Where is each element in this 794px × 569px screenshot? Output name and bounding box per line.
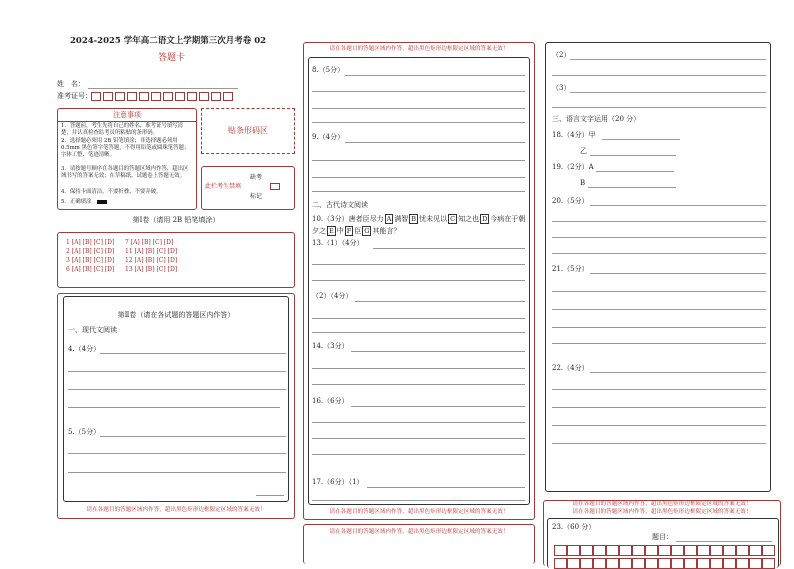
q13-answer-line[interactable]	[312, 318, 525, 319]
mark-label: 标记	[250, 193, 263, 200]
q8-answer-line[interactable]	[312, 122, 525, 123]
q23-label: 23.（60 分）	[552, 523, 596, 531]
answer-line[interactable]	[552, 107, 766, 108]
name-field[interactable]	[88, 88, 238, 89]
choice-1[interactable]: 1 [A] [B] [C] [D]	[66, 239, 115, 246]
absent-label: 此栏考生禁填	[205, 183, 242, 190]
q16-answer-line[interactable]	[312, 438, 525, 439]
q10-text: 满智	[394, 215, 409, 223]
choice-7[interactable]: 7 [A] [B] [C] [D]	[125, 239, 174, 246]
q16-label: 16.（6分）	[312, 397, 349, 405]
id-label: 准考证号：	[57, 92, 92, 100]
q21-answer-line[interactable]	[552, 309, 766, 310]
correct-fill-label: 5．正确填涂	[61, 199, 92, 205]
notice-item-3: 3．请按题号顺序在各题目的答题区域内作答，超出区域书写的答案无效；在草稿纸、试题卷上答题无效。	[61, 166, 189, 179]
q9-answer-line[interactable]	[312, 160, 525, 161]
q10-box-e[interactable]: E	[329, 227, 334, 235]
col2-inner	[308, 57, 530, 505]
col3-bottom-box	[543, 500, 781, 566]
page-subtitle: 答题卡	[158, 53, 186, 63]
q21-answer-line[interactable]	[552, 327, 766, 328]
q22-answer-line[interactable]	[590, 372, 766, 373]
q10-line-2	[312, 226, 400, 236]
q23-title-line[interactable]	[676, 541, 772, 542]
part2-box	[57, 293, 295, 519]
q18-label: 18.（4分）甲	[552, 131, 596, 139]
q5-answer-line[interactable]	[68, 453, 286, 454]
q19-b-label: B	[580, 179, 586, 187]
q10-text: 其能言？	[372, 227, 401, 235]
q5-answer-line[interactable]	[68, 472, 286, 473]
q22-answer-line[interactable]	[552, 407, 766, 408]
page-title: 2024-2025 学年高二语文上学期第三次月考卷 02	[70, 36, 267, 46]
section-3-heading: 三、语言文字运用（20 分）	[552, 115, 641, 123]
col2-bottom-box	[303, 524, 535, 564]
q10-text: 中	[336, 227, 344, 235]
choice-6[interactable]: 6 [A] [B] [C] [D]	[66, 266, 115, 273]
part2-inner	[63, 296, 289, 502]
warning-text: 请在各题目的答题区域内作答，超出黑色矩形边框限定区域的答案无效！	[329, 529, 509, 535]
q10-text: 知之也	[458, 215, 480, 223]
warning-text: 请在各题目的答题区域内作答，超出黑色矩形边框限定区域的答案无效！	[86, 507, 266, 513]
q21-answer-line[interactable]	[552, 291, 766, 292]
choice-2[interactable]: 2 [A] [B] [C] [D]	[66, 248, 115, 255]
q4-label: 4.（4分）	[68, 345, 101, 353]
q23-title-label: 题目：	[652, 533, 673, 541]
barcode-label: 贴条形码区	[228, 126, 268, 135]
q13-answer-line[interactable]	[373, 248, 525, 249]
q10-box-g[interactable]: G	[364, 227, 370, 235]
item-2-label: （2）	[552, 51, 571, 59]
absent-mark-text: 缺考	[250, 174, 263, 181]
q10-box-a[interactable]: A	[386, 215, 392, 223]
q10-text: 忧未见以	[419, 215, 448, 223]
choice-13[interactable]: 13 [A] [B] [C] [D]	[125, 266, 178, 273]
q20-answer-line[interactable]	[590, 205, 766, 206]
q8-label: 8.（5分）	[312, 66, 345, 74]
notice-box	[57, 108, 197, 210]
q13-1-label: 13.（1）（4分）	[312, 239, 364, 247]
q19-answer-line[interactable]	[596, 171, 674, 172]
part2-title: 第Ⅱ卷（请在各试题的答题区内作答）	[117, 311, 235, 319]
section-1-heading: 一、现代文阅读	[68, 326, 117, 334]
q23-box	[547, 518, 779, 568]
q10-box-b[interactable]: B	[411, 215, 417, 223]
q4-answer-line[interactable]	[68, 389, 286, 390]
q13-answer-line[interactable]	[355, 301, 525, 302]
q14-answer-line[interactable]	[351, 351, 525, 352]
q10-line-1	[312, 214, 525, 224]
q21-answer-line[interactable]	[552, 343, 766, 344]
q10-box-c[interactable]: C	[450, 215, 456, 223]
q4-answer-line[interactable]	[100, 353, 286, 354]
col3-box	[545, 42, 771, 492]
q10-text: 唐者臣尽力	[348, 215, 384, 223]
q20-answer-line[interactable]	[552, 237, 766, 238]
q10-label: 10.（3分）	[312, 215, 349, 223]
q19-label: 19.（2分）A	[552, 163, 594, 171]
answer-line[interactable]	[570, 59, 766, 60]
warning-text: 请在各题目的答题区域内作答，超出黑色矩形边框限定区域的答案无效！	[329, 509, 509, 515]
section-2-heading: 二、古代诗文阅读	[312, 201, 368, 209]
q5-answer-line[interactable]	[256, 495, 284, 496]
q10-text: 夕之	[312, 227, 326, 235]
q17-answer-line[interactable]	[312, 500, 525, 501]
q10-text: 今病在于朝	[490, 215, 526, 223]
q18-b-label: 乙	[580, 147, 587, 155]
q8-answer-line[interactable]	[312, 108, 525, 109]
correct-fill-sample	[97, 200, 107, 204]
choice-12[interactable]: 12 [A] [B] [C] [D]	[125, 257, 178, 264]
id-field[interactable]	[91, 92, 239, 101]
essay-grid[interactable]	[554, 545, 776, 569]
q22-label: 22.（4分）	[552, 364, 589, 372]
q21-label: 21.（5分）	[552, 265, 589, 273]
q22-answer-line[interactable]	[552, 389, 766, 390]
name-label: 姓 名：	[57, 80, 85, 88]
notice-item-2: 2．选择题必须用 2B 铅笔填涂；非选择题必须用 0.5mm 黑色签字笔答题，不得用铅笔或圆珠笔答题；字体工整、笔迹清晰。	[61, 138, 190, 158]
part1-title: 第Ⅰ卷（请用 2B 铅笔填涂）	[132, 216, 220, 224]
q5-answer-line[interactable]	[100, 436, 286, 437]
notice-title: 注意事项	[113, 111, 141, 119]
q19-answer-line[interactable]	[588, 187, 676, 188]
q13-2-label: （2）（4分）	[312, 292, 353, 300]
q16-answer-line[interactable]	[312, 454, 525, 455]
q13-answer-line[interactable]	[312, 280, 525, 281]
choice-11[interactable]: 11 [A] [B] [C] [D]	[125, 248, 178, 255]
q5-label: 5.（5分）	[68, 428, 101, 436]
choice-3[interactable]: 3 [A] [B] [C] [D]	[66, 257, 115, 264]
q13-answer-line[interactable]	[312, 332, 525, 333]
q13-answer-line[interactable]	[312, 264, 525, 265]
q18-answer-line[interactable]	[602, 139, 680, 140]
q17-answer-line[interactable]	[367, 487, 525, 488]
answer-line[interactable]	[570, 92, 766, 93]
q10-text: 臣	[354, 227, 362, 235]
answer-line[interactable]	[552, 75, 766, 76]
q14-answer-line[interactable]	[312, 384, 525, 385]
q10-box-f[interactable]: F	[346, 227, 352, 235]
absent-checkbox[interactable]	[270, 183, 280, 190]
q4-answer-line[interactable]	[68, 371, 286, 372]
q14-label: 14.（3分）	[312, 342, 349, 350]
item-3-label: （3）	[552, 84, 571, 92]
q21-answer-line[interactable]	[590, 273, 766, 274]
warning-text: 请在各题目的答题区域内作答，超出黑色矩形边框限定区域的答案无效！	[329, 46, 509, 52]
q22-answer-line[interactable]	[552, 425, 766, 426]
warning-text: 请在各题目的答题区域内作答，超出黑色矩形边框限定区域的答案无效！	[572, 509, 752, 515]
q8-answer-line[interactable]	[345, 75, 525, 76]
q16-answer-line[interactable]	[351, 406, 525, 407]
notice-item-1: 1．答题前，考生先将自己的姓名，准考证号填写清楚，并认真检查监考员所粘贴的条形码。	[61, 123, 184, 136]
q10-box-d[interactable]: D	[482, 215, 488, 223]
q22-answer-line[interactable]	[552, 443, 766, 444]
q9-answer-line[interactable]	[312, 177, 525, 178]
q17-label: 17.（6分）（1）	[312, 478, 364, 486]
q4-answer-line[interactable]	[68, 407, 280, 408]
q20-answer-line[interactable]	[552, 221, 766, 222]
choice-box	[57, 232, 295, 288]
q20-answer-line[interactable]	[552, 253, 766, 254]
q9-answer-line[interactable]	[312, 191, 525, 192]
absent-box	[201, 166, 295, 210]
barcode-area	[201, 108, 295, 154]
q8-answer-line[interactable]	[312, 91, 525, 92]
q18-answer-line[interactable]	[590, 155, 676, 156]
q9-label: 9.（4分）	[312, 133, 345, 141]
warning-text: 请在各题目的答题区域内作答，超出黑色矩形边框限定区域的答案无效！	[572, 501, 752, 507]
q9-answer-line[interactable]	[345, 142, 525, 143]
col2-box	[303, 42, 535, 520]
q14-answer-line[interactable]	[312, 368, 525, 369]
q20-label: 20.（5分）	[552, 197, 589, 205]
notice-item-4: 4．保持卡面清洁，不要折叠、不要弄破。	[61, 189, 162, 195]
q16-answer-line[interactable]	[312, 422, 525, 423]
